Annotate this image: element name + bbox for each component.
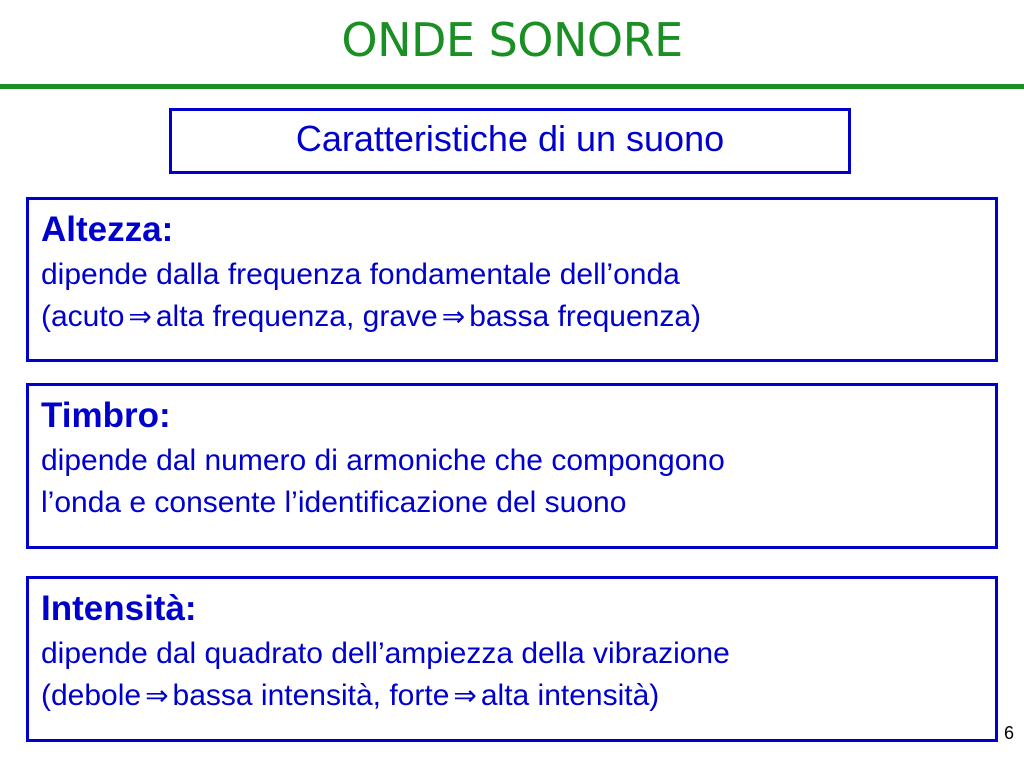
page-number: 6 <box>1003 723 1014 743</box>
card-line-timbro-2: l’onda e consente l’identificazione del suono <box>41 486 627 519</box>
implies-arrow-icon: ⇒ <box>441 300 466 333</box>
card-text-fragment: bassa intensità, forte <box>172 679 450 712</box>
card-line-altezza-2 <box>41 296 983 338</box>
card-text-fragment: bassa frequenza) <box>469 300 701 333</box>
implies-arrow-icon: ⇒ <box>145 679 169 712</box>
card-line-altezza-1: dipende dalla frequenza fondamentale dell’onda <box>41 258 680 291</box>
slide-title: ONDE SONORE <box>341 13 683 67</box>
card-line-timbro-1: dipende dal numero di armoniche che compongono <box>41 444 725 477</box>
card-text-fragment: alta frequenza, grave <box>155 300 438 333</box>
implies-arrow-icon: ⇒ <box>128 300 152 333</box>
card-heading-timbro: Timbro: <box>41 396 171 435</box>
card-text-fragment: (acuto <box>41 300 125 333</box>
card-line-intensita-1: dipende dal quadrato dell’ampiezza della vibrazione <box>41 637 730 670</box>
card-heading-intensita: Intensità: <box>41 589 197 628</box>
subtitle-box <box>169 108 851 174</box>
card-text-fragment: (debole <box>41 679 142 712</box>
card-heading-altezza: Altezza: <box>41 210 174 249</box>
card-line-intensita-2 <box>41 675 983 717</box>
card-altezza <box>26 197 998 362</box>
title-divider <box>0 84 1024 89</box>
card-text-fragment: alta intensità) <box>480 679 660 712</box>
card-timbro <box>26 383 998 549</box>
card-intensita <box>26 576 998 742</box>
subtitle-text: Caratteristiche di un suono <box>295 118 725 159</box>
implies-arrow-icon: ⇒ <box>453 679 477 712</box>
